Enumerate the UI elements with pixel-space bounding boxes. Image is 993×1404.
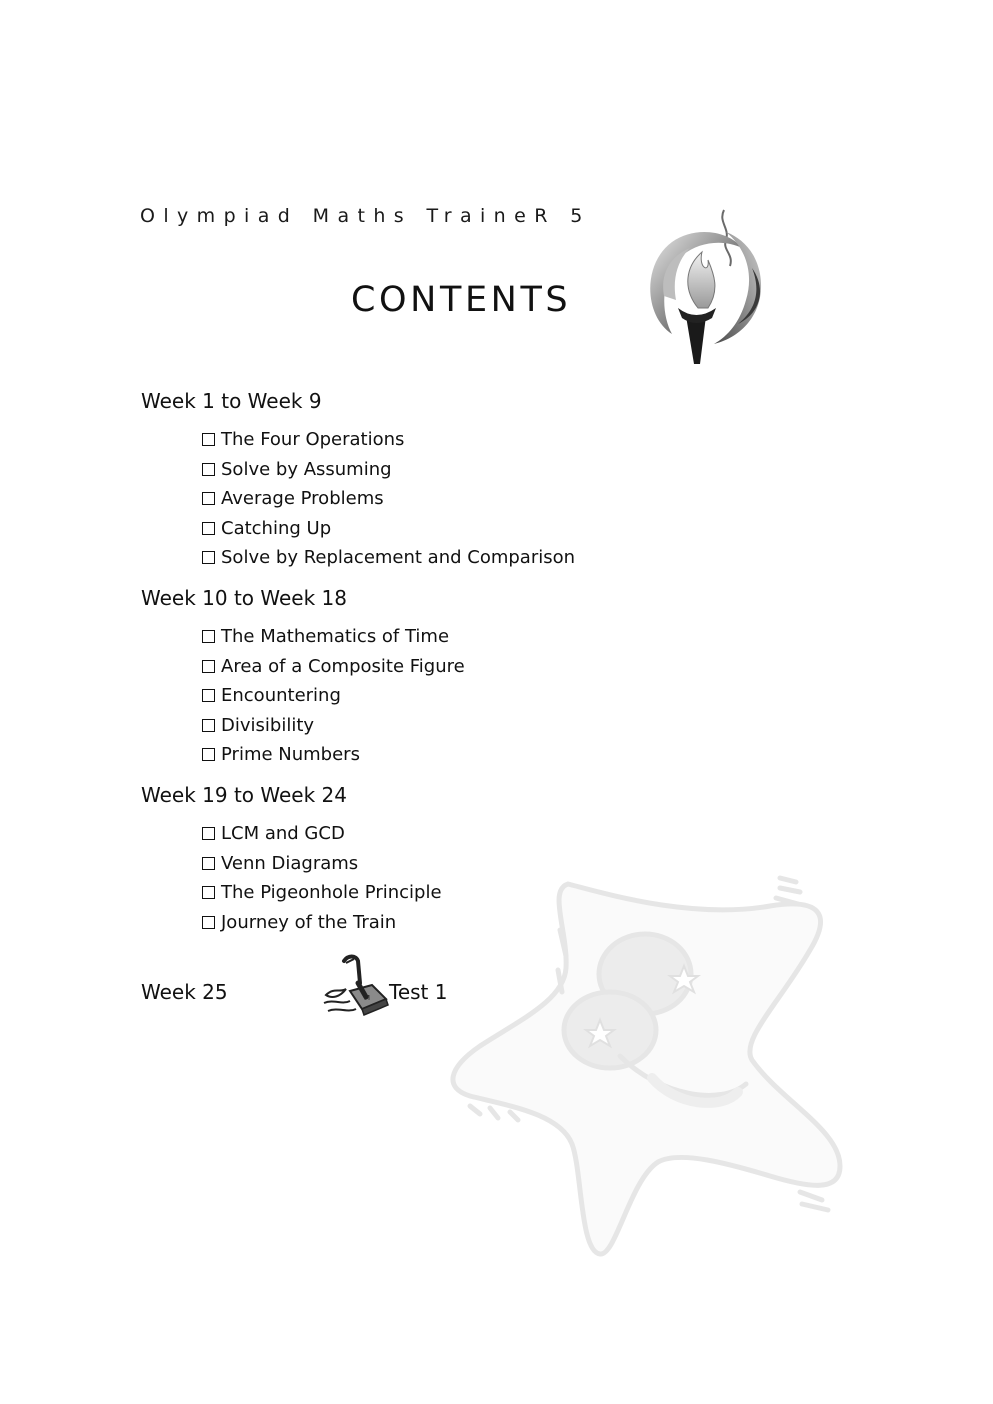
checkbox-icon bbox=[202, 719, 215, 732]
checkbox-icon bbox=[202, 857, 215, 870]
week-heading: Week 1 to Week 9 bbox=[141, 389, 322, 413]
test-label: Test 1 bbox=[389, 980, 448, 1004]
torch-icon bbox=[642, 204, 780, 366]
checkbox-icon bbox=[202, 748, 215, 761]
topic-list bbox=[202, 819, 442, 937]
list-item bbox=[202, 652, 465, 682]
topic-label: Encountering bbox=[221, 685, 341, 706]
series-title: Olympiad Maths TraineR 5 bbox=[140, 205, 591, 227]
topic-label: The Pigeonhole Principle bbox=[221, 882, 442, 903]
topic-label: Journey of the Train bbox=[221, 911, 397, 933]
topic-list bbox=[202, 622, 465, 770]
list-item bbox=[202, 622, 465, 652]
checkbox-icon bbox=[202, 630, 215, 643]
star-mascot-illustration bbox=[440, 870, 860, 1270]
topic-label: Venn Diagrams bbox=[221, 852, 359, 874]
topic-label: Average Problems bbox=[221, 488, 384, 509]
week-heading: Week 25 bbox=[141, 980, 228, 1004]
list-item bbox=[202, 711, 465, 741]
topic-label: The Mathematics of Time bbox=[221, 626, 450, 647]
svg-text:M: M bbox=[364, 994, 371, 1002]
list-item bbox=[202, 455, 575, 485]
checkbox-icon bbox=[202, 827, 215, 840]
hammer-icon bbox=[320, 953, 392, 1017]
week-heading: Week 10 to Week 18 bbox=[141, 586, 347, 610]
list-item bbox=[202, 878, 442, 908]
list-item bbox=[202, 908, 442, 938]
checkbox-icon bbox=[202, 886, 215, 899]
list-item bbox=[202, 514, 575, 544]
topic-label: The Four Operations bbox=[221, 429, 405, 450]
list-item bbox=[202, 425, 575, 455]
checkbox-icon bbox=[202, 916, 215, 929]
list-item bbox=[202, 681, 465, 711]
checkbox-icon bbox=[202, 660, 215, 673]
checkbox-icon bbox=[202, 433, 215, 446]
week-heading: Week 19 to Week 24 bbox=[141, 783, 347, 807]
topic-list bbox=[202, 425, 575, 573]
topic-label: Divisibility bbox=[221, 714, 315, 736]
page-title: CONTENTS bbox=[351, 280, 572, 320]
checkbox-icon bbox=[202, 689, 215, 702]
list-item bbox=[202, 484, 575, 514]
topic-label: Solve by Replacement and Comparison bbox=[221, 547, 576, 568]
topic-label: Solve by Assuming bbox=[221, 458, 392, 480]
topic-label: Catching Up bbox=[221, 517, 332, 539]
list-item bbox=[202, 543, 575, 573]
topic-label: LCM and GCD bbox=[221, 823, 345, 844]
list-item bbox=[202, 819, 442, 849]
list-item bbox=[202, 740, 465, 770]
checkbox-icon bbox=[202, 551, 215, 564]
checkbox-icon bbox=[202, 492, 215, 505]
checkbox-icon bbox=[202, 522, 215, 535]
list-item bbox=[202, 849, 442, 879]
checkbox-icon bbox=[202, 463, 215, 476]
topic-label: Prime Numbers bbox=[221, 744, 360, 765]
topic-label: Area of a Composite Figure bbox=[221, 655, 465, 677]
